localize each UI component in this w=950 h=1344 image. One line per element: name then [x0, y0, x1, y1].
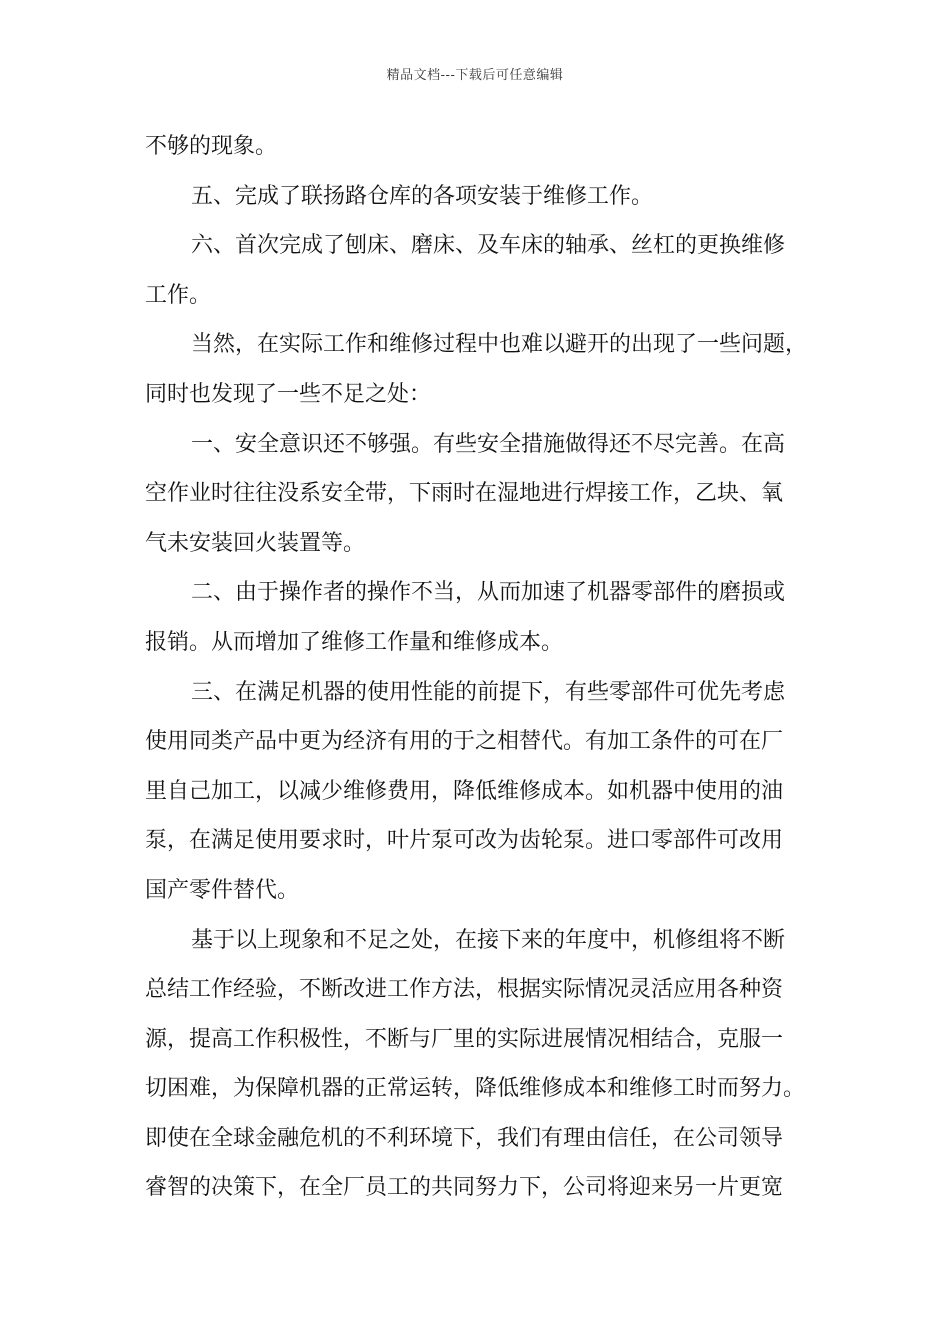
text-line: 工作。: [145, 282, 212, 308]
text-line: 基于以上现象和不足之处，在接下来的年度中，机修组将不断: [191, 927, 786, 953]
text-line: 使用同类产品中更为经济有用的于之相替代。有加工条件的可在厂: [145, 729, 784, 755]
document-body: [145, 134, 815, 1225]
text-line: 气未安装回火装置等。: [145, 530, 366, 556]
text-line: 三、在满足机器的使用性能的前提下，有些零部件可优先考虑: [191, 679, 786, 705]
text-line: 国产零件替代。: [145, 877, 300, 903]
text-line: 切困难，为保障机器的正常运转，降低维修成本和维修工时而努力。: [145, 1076, 806, 1102]
text-line: 即使在全球金融危机的不利环境下，我们有理由信任，在公司领导: [145, 1125, 784, 1151]
text-line: 五、完成了联扬路仓库的各项安装于维修工作。: [191, 183, 654, 209]
text-line: 空作业时往往没系安全带，下雨时在湿地进行焊接工作，乙块、氧: [145, 481, 784, 507]
page-header: 精品文档---下载后可任意编辑: [386, 68, 564, 83]
text-line: 泵，在满足使用要求时，叶片泵可改为齿轮泵。进口零部件可改用: [145, 828, 784, 854]
text-line: 同时也发现了一些不足之处：: [145, 381, 432, 407]
text-line: 源，提高工作积极性，不断与厂里的实际进展情况相结合，克服一: [145, 1026, 784, 1052]
text-line: 报销。从而增加了维修工作量和维修成本。: [145, 629, 564, 655]
text-line: 睿智的决策下，在全厂员工的共同努力下，公司将迎来另一片更宽: [145, 1175, 784, 1201]
text-line: 六、首次完成了刨床、磨床、及车床的轴承、丝杠的更换维修: [191, 233, 786, 259]
text-line: 一、安全意识还不够强。有些安全措施做得还不尽完善。在高: [191, 431, 786, 457]
text-line: 里自己加工，以减少维修费用，降低维修成本。如机器中使用的油: [145, 778, 784, 804]
text-line: 不够的现象。: [145, 134, 278, 159]
text-line: 总结工作经验，不断改进工作方法，根据实际情况灵活应用各种资: [145, 977, 784, 1003]
text-line: 二、由于操作者的操作不当，从而加速了机器零部件的磨损或: [191, 580, 786, 606]
text-line: 当然，在实际工作和维修过程中也难以避开的出现了一些问题，: [191, 332, 808, 358]
